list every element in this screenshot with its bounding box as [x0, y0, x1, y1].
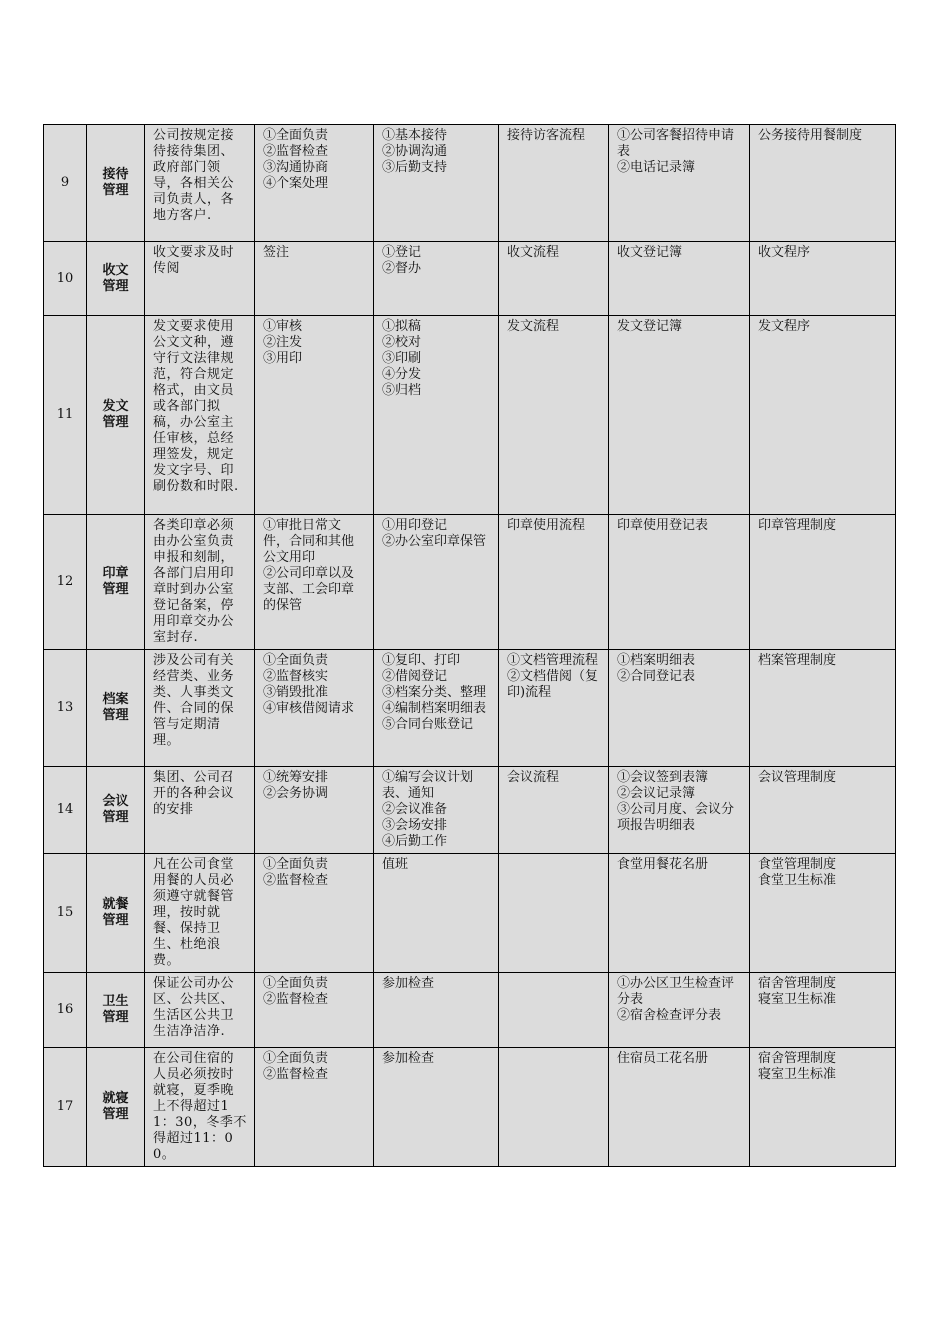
- category-cell: [87, 767, 145, 854]
- description-cell: 公司按规定接待接待集团、政府部门领导，各相关公司负责人，各地方客户.: [145, 125, 255, 242]
- table-row: [44, 973, 896, 1048]
- table-row: [44, 515, 896, 650]
- responsibility-item: ②监督检查: [263, 144, 329, 159]
- task-item: ③印刷: [382, 351, 422, 366]
- system-cell: [750, 1048, 896, 1167]
- tasks-cell: [374, 242, 499, 316]
- responsibility-item: ①审核: [263, 319, 303, 334]
- system-item: 食堂卫生标准: [758, 873, 837, 888]
- process-cell: [499, 973, 609, 1048]
- task-item: ①登记: [382, 245, 422, 260]
- tasks-cell: [374, 316, 499, 515]
- responsibility-item: ③沟通协商: [263, 160, 329, 175]
- responsibility-cell: [255, 854, 374, 973]
- responsibility-item: ④审核借阅请求: [263, 701, 355, 716]
- task-item: 值班: [382, 857, 409, 872]
- task-item: ④后勤工作: [382, 834, 448, 849]
- responsibility-item: ②注发: [263, 335, 303, 350]
- description-cell: 凡在公司食堂用餐的人员必须遵守就餐管理，按时就餐、保持卫生、杜绝浪费。: [145, 854, 255, 973]
- category-cell: [87, 1048, 145, 1167]
- task-item: ④分发: [382, 367, 422, 382]
- records-cell: [609, 125, 750, 242]
- tasks-cell: [374, 515, 499, 650]
- task-item: ②协调沟通: [382, 144, 448, 159]
- table-row: [44, 125, 896, 242]
- system-item: 食堂管理制度: [758, 857, 837, 872]
- record-item: ①会议签到表簿: [617, 770, 709, 785]
- task-item: ①用印登记: [382, 518, 448, 533]
- description-cell: 保证公司办公区、公共区、生活区公共卫生洁净洁净.: [145, 973, 255, 1048]
- task-item: ②借阅登记: [382, 669, 448, 684]
- task-item: ①拟稿: [382, 319, 422, 334]
- category-label: 收文管理: [102, 262, 129, 294]
- system-item: 寝室卫生标准: [758, 1067, 837, 1082]
- responsibility-cell: [255, 650, 374, 767]
- tasks-cell: [374, 650, 499, 767]
- responsibility-item: ②公司印章以及支部、工会印章的保管: [263, 566, 355, 613]
- description-cell: 发文要求使用公文文种，遵守行文法律规范，符合规定格式，由文员或各部门拟稿，办公室主任审核，总经理签发，规定发文字号、印刷份数和时限.: [145, 316, 255, 515]
- responsibility-item: ②监督检查: [263, 1067, 329, 1082]
- record-item: 收文登记簿: [617, 245, 683, 260]
- category-label: 印章管理: [102, 566, 129, 597]
- description-cell: 收文要求及时传阅: [145, 242, 255, 316]
- responsibility-item: ③销毁批准: [263, 685, 329, 700]
- responsibility-item: ①审批日常文件，合同和其他公文用印: [263, 518, 355, 565]
- task-item: ④编制档案明细表: [382, 701, 487, 716]
- row-number: 14: [44, 767, 87, 854]
- process-cell: 接待访客流程: [499, 125, 609, 242]
- table-row: [44, 767, 896, 854]
- record-item: ②合同登记表: [617, 669, 696, 684]
- process-cell: ①文档管理流程 ②文档借阅（复印)流程: [499, 650, 609, 767]
- responsibility-item: ①统筹安排: [263, 770, 329, 785]
- responsibility-item: ①全面负责: [263, 1051, 329, 1066]
- table-row: [44, 650, 896, 767]
- record-item: 食堂用餐花名册: [617, 857, 709, 872]
- system-item: 宿舍管理制度: [758, 976, 837, 991]
- tasks-cell: [374, 854, 499, 973]
- description-cell: 在公司住宿的人员必须按时就寝，夏季晚上不得超过11：30，冬季不得超过11：00。: [145, 1048, 255, 1167]
- task-item: ②办公室印章保管: [382, 534, 487, 549]
- records-cell: [609, 854, 750, 973]
- tasks-cell: [374, 1048, 499, 1167]
- category-label: 档案管理: [102, 692, 129, 723]
- task-item: ①编写会议计划表、通知: [382, 770, 474, 801]
- row-number: 11: [44, 316, 87, 515]
- category-label: 发文管理: [102, 399, 129, 430]
- process-cell: 印章使用流程: [499, 515, 609, 650]
- system-cell: [750, 515, 896, 650]
- system-item: 寝室卫生标准: [758, 992, 837, 1007]
- category-label: 就寝管理: [102, 1091, 129, 1122]
- responsibility-cell: [255, 125, 374, 242]
- tasks-cell: [374, 973, 499, 1048]
- records-cell: [609, 515, 750, 650]
- row-number: 13: [44, 650, 87, 767]
- responsibility-item: ③用印: [263, 351, 303, 366]
- system-cell: [750, 125, 896, 242]
- responsibility-cell: [255, 973, 374, 1048]
- task-item: ②校对: [382, 335, 422, 350]
- task-item: ⑤归档: [382, 383, 422, 398]
- record-item: ②会议记录簿: [617, 786, 696, 801]
- table-row: [44, 854, 896, 973]
- record-item: ①档案明细表: [617, 653, 696, 668]
- record-item: ②电话记录簿: [617, 160, 696, 175]
- responsibility-item: ①全面负责: [263, 857, 329, 872]
- responsibility-cell: [255, 515, 374, 650]
- system-cell: [750, 973, 896, 1048]
- category-label: 接待管理: [102, 167, 129, 198]
- system-cell: [750, 854, 896, 973]
- record-item: ③公司月度、会议分项报告明细表: [617, 802, 735, 833]
- table-row: [44, 316, 896, 515]
- task-item: ⑤合同台账登记: [382, 717, 474, 732]
- category-cell: [87, 125, 145, 242]
- process-cell: 收文流程: [499, 242, 609, 316]
- process-cell: 发文流程: [499, 316, 609, 515]
- category-label: 卫生管理: [102, 994, 129, 1025]
- system-item: 宿舍管理制度: [758, 1051, 837, 1066]
- responsibility-cell: [255, 316, 374, 515]
- task-item: ②督办: [382, 261, 422, 276]
- responsibility-cell: [255, 767, 374, 854]
- responsibility-cell: [255, 242, 374, 316]
- records-cell: [609, 242, 750, 316]
- table-row: [44, 1048, 896, 1167]
- row-number: 15: [44, 854, 87, 973]
- responsibility-item: ②监督核实: [263, 669, 329, 684]
- system-item: 会议管理制度: [758, 770, 837, 785]
- records-cell: [609, 1048, 750, 1167]
- description-cell: 涉及公司有关经营类、业务类、人事类文件、合同的保管与定期清理。: [145, 650, 255, 767]
- row-number: 9: [44, 125, 87, 242]
- category-cell: [87, 515, 145, 650]
- process-cell: 会议流程: [499, 767, 609, 854]
- responsibility-item: 签注: [263, 245, 290, 260]
- task-item: ①复印、打印: [382, 653, 461, 668]
- row-number: 10: [44, 242, 87, 316]
- responsibility-item: ①全面负责: [263, 653, 329, 668]
- category-cell: [87, 854, 145, 973]
- description-cell: 集团、公司召开的各种会议的安排: [145, 767, 255, 854]
- record-item: ①公司客餐招待申请表: [617, 128, 735, 159]
- records-cell: [609, 767, 750, 854]
- system-item: 发文程序: [758, 319, 811, 334]
- category-cell: [87, 316, 145, 515]
- record-item: 住宿员工花名册: [617, 1051, 709, 1066]
- tasks-cell: [374, 767, 499, 854]
- task-item: ③档案分类、整理: [382, 685, 487, 700]
- responsibility-item: ①全面负责: [263, 976, 329, 991]
- record-item: 印章使用登记表: [617, 518, 709, 533]
- record-item: ①办公区卫生检查评分表: [617, 976, 735, 1007]
- process-cell: [499, 854, 609, 973]
- row-number: 16: [44, 973, 87, 1048]
- description-cell: 各类印章必须由办公室负责申报和刻制，各部门启用印章时到办公室登记备案，停用印章交办公室封存.: [145, 515, 255, 650]
- task-item: ①基本接待: [382, 128, 448, 143]
- records-cell: [609, 316, 750, 515]
- category-cell: [87, 650, 145, 767]
- responsibility-item: ④个案处理: [263, 176, 329, 191]
- responsibility-item: ②监督检查: [263, 992, 329, 1007]
- system-item: 收文程序: [758, 245, 811, 260]
- record-item: 发文登记簿: [617, 319, 683, 334]
- system-item: 公务接待用餐制度: [758, 128, 863, 143]
- system-cell: [750, 242, 896, 316]
- system-cell: [750, 767, 896, 854]
- category-label: 就餐管理: [102, 897, 129, 928]
- task-item: 参加检查: [382, 1051, 435, 1066]
- system-item: 印章管理制度: [758, 518, 837, 533]
- task-item: ③后勤支持: [382, 160, 448, 175]
- records-cell: [609, 973, 750, 1048]
- tasks-cell: [374, 125, 499, 242]
- responsibility-item: ②监督检查: [263, 873, 329, 888]
- row-number: 17: [44, 1048, 87, 1167]
- task-item: ③会场安排: [382, 818, 448, 833]
- responsibility-item: ①全面负责: [263, 128, 329, 143]
- system-cell: [750, 650, 896, 767]
- system-cell: [750, 316, 896, 515]
- category-cell: [87, 973, 145, 1048]
- process-cell: [499, 1048, 609, 1167]
- record-item: ②宿舍检查评分表: [617, 1008, 722, 1023]
- records-cell: [609, 650, 750, 767]
- management-table: [43, 124, 896, 1167]
- table-row: [44, 242, 896, 316]
- task-item: 参加检查: [382, 976, 435, 991]
- category-cell: [87, 242, 145, 316]
- system-item: 档案管理制度: [758, 653, 837, 668]
- responsibility-item: ②会务协调: [263, 786, 329, 801]
- row-number: 12: [44, 515, 87, 650]
- task-item: ②会议准备: [382, 802, 448, 817]
- responsibility-cell: [255, 1048, 374, 1167]
- category-label: 会议管理: [102, 794, 129, 825]
